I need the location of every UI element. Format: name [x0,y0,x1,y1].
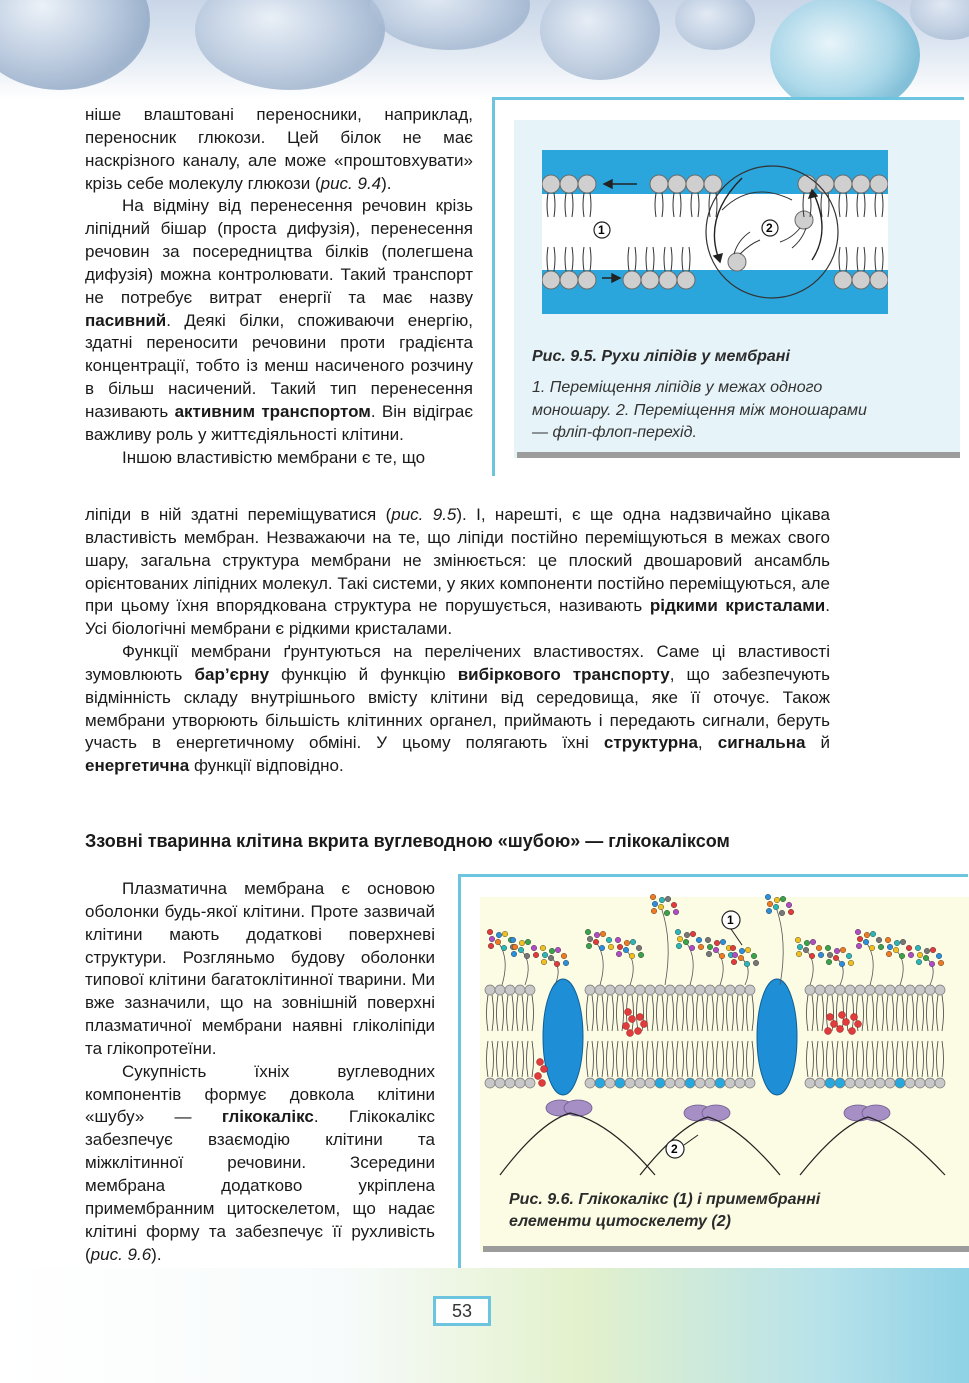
figure-shadow [483,1246,969,1252]
paragraph: Сукупність їхніх вуглеводних компонентів формує довкола клітини «шубу» — глікокалікс. Глікокалікс забезпечує взаємодію клітини та міжклітинної речовини. Зсередини мембрана додатково укріплена примембранним цитоскелетом, що надає клітині форму та забезпечує її рухливість (рис. 9.6). [85,1061,435,1264]
paragraph: Плазматична мембрана є основою оболонки будь-якої клітини. Проте зазвичай клітини мають додаткові поверхневі структури. Розгляньмо будову оболонки типової клітини багатоклітинної тварини. Ми вже зазначили, що на зовнішній поверхні плазматичної мембрани наявні гліколіпіди та глікопротеїни. [85,879,435,1058]
figure-caption-title: Рис. 9.6. Глікокалікс (1) і примембранні елементи цитоскелету (2) [509,1191,821,1230]
figure-9-5 [492,97,964,476]
glycocalyx-diagram [480,877,969,1177]
intro-text-column [85,104,473,470]
label-1: 1 [727,913,734,927]
membrane-protein [543,979,583,1095]
cytoskeleton-anchor [546,1100,890,1121]
figure-panel [480,897,969,1252]
paragraph: Іншою властивістю мембрани є те, що [122,447,426,467]
paragraph: ніше влаштовані переносники, наприклад, переносник глюкози. Цей білок не має наскрізного каналу, але може «проштовхувати» крізь себе молекулу глюкози (рис. 9.4). [85,105,473,193]
cell-decoration-image [0,0,969,100]
glycocalyx-text-column [85,878,435,1266]
figure-panel [514,120,960,458]
section-heading: Ззовні тваринна клітина вкрита вуглеводною «шубою» — глікокаліксом [85,831,730,851]
membrane-protein [757,979,797,1095]
label-1: 1 [598,223,605,237]
paragraph: На відміну від перенесення речовин крізь ліпідний бішар (проста дифузія), перенесення речовин за посередництва білків (полегшена дифузія) можна контролювати. Такий транспорт не потребує витрат енергії та має назву пасивний. Деякі білки, споживаючи енергію, здатні переносити речовини проти градієнта концентрації, тобто із менш насиченого розчину в більш насичений. Такий тип перенесення називають активним транспортом. Він відіграє важливу роль у життєдіяльності клітини. [85,196,474,444]
figure-caption-title: Рис. 9.5. Рухи ліпідів у мембрані [532,348,790,365]
label-2: 2 [766,221,773,235]
figure-shadow [517,452,960,458]
top-banner-decoration [0,0,969,100]
paragraph: Функції мембрани ґрунтуються на перелічених властивостях. Саме ці властивості зумовлюють бар’єрну функцію й функцію вибіркового транспорту, що забезпечують відмінність складу внутрішнього вмісту клітини від середовища, яке її оточує. Також мембрани утворюють більшість клітинних органел, приймають і передають сигнали, беруть участь в енергетичному обміні. У цьому полягають їхні структурна, сигнальна й енергетична функції відповідно. [85,642,831,776]
label-2: 2 [671,1142,678,1156]
figure-9-6 [458,874,968,1269]
lipid-movement-diagram [542,150,888,314]
figure-caption-text: 1. Переміщення ліпідів у межах одного моношару. 2. Переміщення між моношарами — фліп-флоп-перехід. [532,379,867,441]
paragraph: ліпіди в ній здатні переміщуватися (рис. 9.5). І, нарешті, є ще одна надзвичайно цікава властивість мембран. Незважаючи на те, що ліпіди постійно переміщуються в межах свого шару, загальна структура мембрани не змінюється: це плоский двошаровий ансамбль орієнтованих ліпідних молекул. Такі системи, у яких компоненти постійно переміщуються, але при цьому їхня впорядкована структура не порушується, називають рідкими кристалами. Усі біологічні мембрани є рідкими кристалами. [85,505,830,639]
main-text [85,504,830,778]
page-number: 53 [433,1296,491,1326]
cytoskeleton-filaments [500,1113,945,1175]
